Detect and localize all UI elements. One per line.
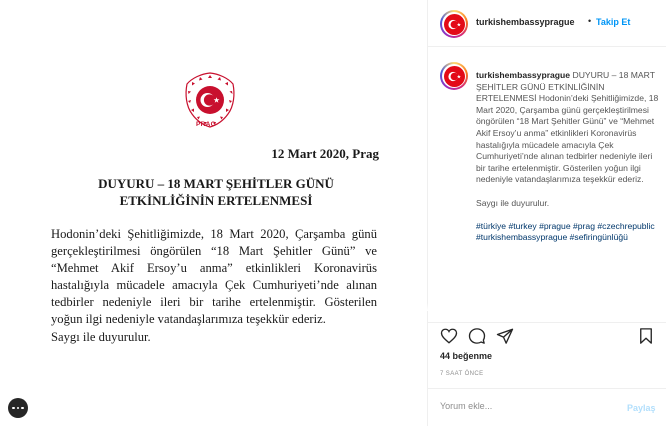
document-body-line: hastalığıyla mücadele amacıyla Çek Cumhuriyeti’nde alınan bbox=[51, 278, 377, 292]
hashtag-link[interactable]: #türkiye bbox=[476, 220, 507, 231]
header-separator: • bbox=[588, 16, 592, 26]
post-sidebar bbox=[427, 0, 666, 426]
post-comment-button[interactable]: Paylaş bbox=[627, 403, 656, 413]
share-icon[interactable] bbox=[496, 327, 514, 345]
hashtag-link[interactable]: #turkishembassyprague bbox=[476, 232, 568, 243]
document-sign-off: Saygı ile duyurulur. bbox=[51, 330, 151, 344]
comment-input[interactable] bbox=[440, 401, 610, 411]
caption-sign-off: Saygı ile duyurulur. bbox=[476, 197, 550, 208]
caption-username[interactable]: turkishembassyprague bbox=[476, 70, 571, 80]
turkish-flag-icon bbox=[444, 14, 465, 35]
document-body-line: gerçekleştirilmesi öngörülen “18 Mart Şehitler Günü” ve bbox=[51, 244, 377, 258]
emblem-caption: PRAG bbox=[196, 121, 216, 128]
more-options-icon[interactable] bbox=[8, 398, 28, 418]
comment-icon[interactable] bbox=[468, 327, 486, 345]
document-body-line: tedbirler nedeniyle ileri bir tarihe ertelenmiştir. Gösterilen bbox=[51, 295, 377, 309]
turkish-flag-icon bbox=[444, 66, 465, 87]
document-body-line: “Mehmet Akif Ersoy’u anma” etkinlikleri Koronavirüs bbox=[51, 261, 377, 275]
hashtag-link[interactable]: #sefiringünlüğü bbox=[569, 232, 628, 243]
embassy-emblem-icon bbox=[183, 72, 237, 128]
post-timestamp[interactable]: 7 SAAT ÖNCE bbox=[440, 371, 484, 377]
document-body-line: Hodonin’deki Şehitliğimizde, 18 Mart 2020, Çarşamba günü bbox=[51, 227, 377, 241]
hashtag-link[interactable]: #turkey bbox=[508, 220, 537, 231]
hashtag-link[interactable]: #czechrepublic bbox=[597, 220, 655, 231]
document-title-line: DUYURU – 18 MART ŞEHİTLER GÜNÜ bbox=[98, 176, 334, 191]
document-date: 12 Mart 2020, Prag bbox=[271, 146, 379, 161]
hashtag-link[interactable]: #prag bbox=[573, 220, 595, 231]
caption-body: DUYURU – 18 MART ŞEHİTLER GÜNÜ ETKİNLİĞİNİN ERTELENMESİ Hodonin’deki Şehitliğimizde, 18 Mart 2020, Çarşamba günü gerçekleştirilmesi öngörülen “18 Mart Şehitler Günü” ve “Mehmet Akif Ersoy’u anma” etkinlikleri Koronavirüs hastalığıyla mücadele amacıyla Çek Cumhuriyeti’nde alınan tedbirler nedeniyle ileri bir tarihe ertelenmiştir. Gösterilen yoğun ilgi nedeniyle vatandaşlarımıza teşekkür ederiz. bbox=[476, 70, 659, 185]
post-header bbox=[428, 0, 666, 47]
document-title-line: ETKİNLİĞİNİN ERTELENMESİ bbox=[119, 193, 313, 208]
caption-text bbox=[476, 70, 662, 256]
hashtag-link[interactable]: #prague bbox=[539, 220, 571, 231]
document-body bbox=[51, 226, 377, 328]
comment-bar bbox=[428, 388, 666, 426]
caption-scroll-fade bbox=[427, 303, 666, 311]
action-bar bbox=[428, 322, 666, 350]
follow-button[interactable]: Takip Et bbox=[596, 17, 631, 27]
likes-count[interactable]: 44 beğenme bbox=[440, 351, 493, 361]
document-title bbox=[66, 175, 366, 209]
heart-icon[interactable] bbox=[440, 327, 458, 345]
avatar[interactable] bbox=[440, 62, 468, 90]
caption-hashtags bbox=[476, 221, 662, 244]
avatar[interactable] bbox=[440, 10, 468, 38]
document-body-line: yoğun ilgi nedeniyle vatandaşlarımıza teşekkür ederiz. bbox=[51, 312, 326, 326]
header-username[interactable]: turkishembassyprague bbox=[476, 17, 575, 27]
bookmark-icon[interactable] bbox=[637, 327, 655, 345]
